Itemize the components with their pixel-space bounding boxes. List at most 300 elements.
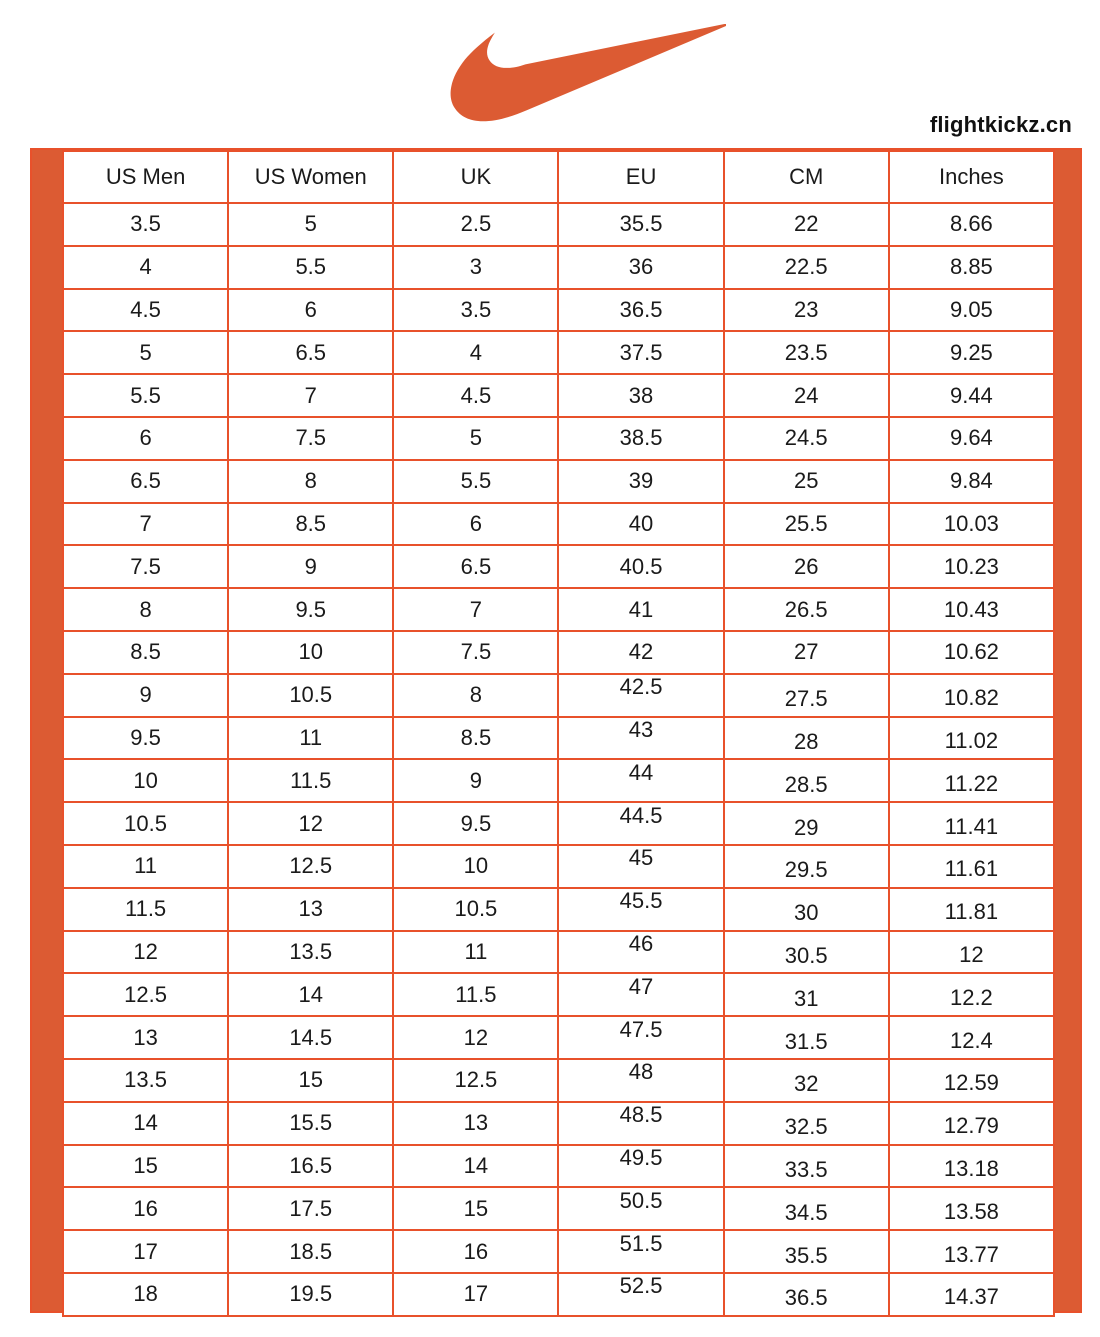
size-value: 19.5 — [289, 1281, 333, 1307]
size-cell — [724, 888, 889, 931]
size-cell — [393, 588, 558, 631]
size-value: 6.5 — [130, 468, 161, 494]
size-cell — [558, 1102, 723, 1145]
size-value: 38 — [628, 382, 654, 408]
size-value: 8.5 — [295, 510, 327, 536]
table-row — [63, 460, 1054, 503]
size-cell — [724, 331, 889, 374]
size-cell — [228, 1059, 393, 1102]
table-row — [63, 674, 1054, 717]
size-cell — [724, 931, 889, 974]
size-cell — [724, 1016, 889, 1059]
size-value: 9.64 — [949, 425, 993, 451]
size-value: 12.59 — [943, 1070, 999, 1096]
header-row — [63, 151, 1054, 203]
size-value: 3.5 — [130, 211, 161, 237]
size-value: 15 — [133, 1152, 158, 1178]
size-value: 31 — [793, 985, 819, 1011]
size-cell — [228, 888, 393, 931]
size-value: 16 — [133, 1195, 158, 1221]
size-cell — [889, 931, 1054, 974]
size-cell — [558, 845, 723, 888]
size-cell — [889, 1102, 1054, 1145]
size-cell — [724, 417, 889, 460]
size-value: 4.5 — [130, 296, 161, 322]
size-cell — [889, 331, 1054, 374]
size-cell — [63, 545, 228, 588]
table-row — [63, 417, 1054, 460]
size-cell — [63, 1016, 228, 1059]
size-value: 8 — [139, 596, 152, 622]
size-cell — [558, 545, 723, 588]
table-row — [63, 1273, 1054, 1316]
table-row — [63, 331, 1054, 374]
table-body — [63, 203, 1054, 1316]
size-value: 44.5 — [619, 802, 663, 828]
table-row — [63, 1016, 1054, 1059]
size-cell — [889, 1273, 1054, 1316]
size-value: 12 — [959, 941, 984, 967]
size-cell — [558, 289, 723, 332]
size-cell — [393, 802, 558, 845]
size-cell — [228, 1016, 393, 1059]
size-value: 7.5 — [295, 425, 327, 451]
size-cell — [63, 503, 228, 546]
size-cell — [393, 417, 558, 460]
size-cell — [558, 417, 723, 460]
size-cell — [558, 1230, 723, 1273]
size-value: 9.44 — [949, 382, 993, 408]
size-cell — [393, 717, 558, 760]
size-cell — [558, 1145, 723, 1188]
size-value: 12.79 — [943, 1113, 999, 1139]
size-value: 51.5 — [619, 1230, 663, 1256]
size-value: 10.82 — [943, 685, 999, 711]
size-cell — [228, 674, 393, 717]
size-value: 6 — [139, 425, 152, 451]
size-value: 9 — [304, 553, 317, 579]
size-value: 15 — [298, 1067, 323, 1093]
size-cell — [558, 460, 723, 503]
table-row — [63, 888, 1054, 931]
size-value: 46 — [628, 930, 654, 956]
size-cell — [393, 460, 558, 503]
size-value: 24.5 — [784, 425, 828, 451]
size-value: 17 — [463, 1281, 489, 1307]
size-value: 8 — [304, 468, 317, 494]
size-value: 18.5 — [289, 1238, 333, 1264]
size-cell — [228, 717, 393, 760]
size-value: 13.77 — [943, 1241, 999, 1267]
size-cell — [228, 802, 393, 845]
size-cell — [889, 503, 1054, 546]
size-cell — [558, 1016, 723, 1059]
size-cell — [558, 759, 723, 802]
size-cell — [889, 631, 1054, 674]
size-value: 13 — [133, 1024, 158, 1050]
size-cell — [724, 674, 889, 717]
size-value: 22 — [793, 211, 819, 237]
size-cell — [889, 1016, 1054, 1059]
size-cell — [393, 973, 558, 1016]
table-row — [63, 374, 1054, 417]
size-cell — [228, 503, 393, 546]
size-value: 13.5 — [289, 938, 333, 964]
size-value: 35.5 — [784, 1242, 828, 1268]
size-cell — [228, 973, 393, 1016]
size-value: 10.43 — [943, 596, 999, 622]
table-row — [63, 631, 1054, 674]
size-value: 48 — [628, 1059, 654, 1085]
size-value: 12 — [133, 938, 158, 964]
size-value: 23.5 — [784, 339, 828, 365]
size-cell — [228, 331, 393, 374]
size-value: 13.5 — [124, 1067, 167, 1093]
size-cell — [724, 1187, 889, 1230]
size-value: 36.5 — [619, 296, 663, 322]
size-value: 12.5 — [289, 853, 333, 879]
size-cell — [558, 888, 723, 931]
size-value: 14 — [133, 1110, 158, 1136]
size-value: 10.5 — [124, 810, 167, 836]
size-cell — [63, 1102, 228, 1145]
size-cell — [63, 246, 228, 289]
size-cell — [63, 674, 228, 717]
size-cell — [228, 845, 393, 888]
size-value: 45 — [628, 845, 654, 871]
size-value: 9.5 — [295, 596, 327, 622]
size-value: 9 — [469, 767, 483, 793]
size-cell — [63, 1145, 228, 1188]
size-cell — [558, 1187, 723, 1230]
size-value: 10.23 — [943, 553, 999, 579]
size-cell — [228, 759, 393, 802]
size-value: 37.5 — [619, 339, 663, 365]
size-value: 14.5 — [289, 1024, 333, 1050]
size-value: 11.81 — [944, 899, 999, 925]
size-cell — [393, 759, 558, 802]
column-header: CM — [724, 151, 889, 203]
size-chart — [30, 148, 1082, 1313]
size-cell — [228, 1145, 393, 1188]
size-cell — [63, 374, 228, 417]
size-value: 8.5 — [130, 639, 161, 665]
size-value: 17 — [133, 1238, 158, 1264]
size-value: 9.84 — [949, 468, 993, 494]
size-cell — [558, 973, 723, 1016]
size-cell — [558, 331, 723, 374]
size-cell — [889, 845, 1054, 888]
size-cell — [889, 973, 1054, 1016]
size-value: 32.5 — [784, 1114, 828, 1140]
size-cell — [63, 331, 228, 374]
size-value: 10.62 — [943, 639, 999, 665]
size-cell — [724, 1145, 889, 1188]
size-value: 7.5 — [460, 639, 492, 665]
size-value: 10.03 — [943, 510, 999, 536]
nike-logo — [450, 24, 726, 122]
size-cell — [724, 588, 889, 631]
size-value: 27.5 — [784, 686, 828, 712]
size-cell — [889, 1230, 1054, 1273]
size-value: 6 — [469, 510, 483, 536]
table-row — [63, 503, 1054, 546]
size-value: 15 — [463, 1195, 489, 1221]
size-cell — [889, 1059, 1054, 1102]
size-value: 17.5 — [289, 1195, 333, 1221]
size-cell — [889, 246, 1054, 289]
table-row — [63, 717, 1054, 760]
table-row — [63, 802, 1054, 845]
size-cell — [228, 203, 393, 246]
size-value: 13.18 — [943, 1155, 999, 1181]
size-cell — [393, 1273, 558, 1316]
size-value: 15.5 — [289, 1110, 333, 1136]
table-row — [63, 1145, 1054, 1188]
size-cell — [393, 203, 558, 246]
size-cell — [228, 289, 393, 332]
nike-swoosh-icon — [450, 24, 726, 122]
size-cell — [889, 717, 1054, 760]
size-cell — [63, 588, 228, 631]
size-value: 5 — [469, 425, 483, 451]
table-row — [63, 759, 1054, 802]
size-value: 45.5 — [619, 888, 663, 914]
size-value: 29.5 — [784, 857, 828, 883]
size-value: 23 — [793, 296, 819, 322]
size-cell — [393, 331, 558, 374]
size-value: 11.41 — [944, 813, 999, 839]
size-cell — [63, 1059, 228, 1102]
table-row — [63, 246, 1054, 289]
size-value: 36 — [628, 254, 654, 280]
size-cell — [724, 717, 889, 760]
size-value: 9 — [139, 682, 152, 708]
size-value: 42.5 — [619, 674, 663, 700]
size-value: 11 — [299, 724, 323, 750]
size-chart-table — [62, 150, 1055, 1317]
size-cell — [889, 888, 1054, 931]
column-header: US Women — [228, 151, 393, 203]
size-value: 3.5 — [460, 296, 492, 322]
size-cell — [393, 674, 558, 717]
size-value: 7.5 — [130, 553, 161, 579]
size-value: 4 — [469, 339, 483, 365]
size-value: 11.02 — [944, 727, 999, 753]
size-cell — [724, 802, 889, 845]
size-value: 29 — [793, 814, 819, 840]
size-cell — [228, 1102, 393, 1145]
column-header: EU — [558, 151, 723, 203]
size-value: 18 — [133, 1281, 158, 1307]
size-cell — [393, 503, 558, 546]
size-cell — [63, 1273, 228, 1316]
size-value: 48.5 — [619, 1102, 663, 1128]
size-value: 7 — [304, 382, 317, 408]
size-value: 10.5 — [454, 896, 498, 922]
size-value: 22.5 — [784, 254, 828, 280]
table-row — [63, 931, 1054, 974]
size-value: 7 — [139, 510, 152, 536]
size-cell — [724, 503, 889, 546]
table-row — [63, 203, 1054, 246]
size-cell — [63, 1187, 228, 1230]
size-value: 11.61 — [944, 856, 999, 882]
watermark-text: flightkickz.cn — [929, 112, 1072, 137]
size-cell — [558, 503, 723, 546]
size-cell — [724, 246, 889, 289]
size-value: 30 — [793, 900, 819, 926]
size-value: 10 — [298, 639, 323, 665]
size-value: 43 — [628, 716, 654, 742]
size-value: 2.5 — [460, 211, 492, 237]
size-cell — [393, 1230, 558, 1273]
size-value: 44 — [628, 759, 654, 785]
size-cell — [724, 1273, 889, 1316]
size-value: 5.5 — [295, 254, 327, 280]
size-cell — [63, 1230, 228, 1273]
size-cell — [558, 203, 723, 246]
size-value: 41 — [628, 596, 654, 622]
size-cell — [724, 1102, 889, 1145]
table-row — [63, 1059, 1054, 1102]
left-accent-bar — [32, 150, 62, 1311]
size-value: 5.5 — [130, 382, 161, 408]
size-value: 16 — [463, 1238, 489, 1264]
size-value: 14 — [463, 1152, 489, 1178]
size-value: 16.5 — [289, 1152, 333, 1178]
size-value: 5.5 — [460, 468, 492, 494]
size-value: 7 — [469, 596, 483, 622]
size-value: 27 — [793, 639, 819, 665]
size-value: 30.5 — [784, 942, 828, 968]
size-cell — [889, 1145, 1054, 1188]
size-cell — [63, 203, 228, 246]
size-value: 12 — [463, 1024, 489, 1050]
size-value: 26.5 — [784, 596, 828, 622]
table-row — [63, 1230, 1054, 1273]
size-value: 9.05 — [949, 296, 993, 322]
size-value: 31.5 — [784, 1028, 828, 1054]
size-cell — [63, 417, 228, 460]
size-cell — [724, 759, 889, 802]
size-cell — [889, 417, 1054, 460]
size-cell — [889, 289, 1054, 332]
size-value: 9.25 — [949, 339, 993, 365]
size-cell — [558, 674, 723, 717]
size-cell — [63, 802, 228, 845]
size-value: 6 — [304, 296, 317, 322]
size-cell — [393, 931, 558, 974]
size-cell — [889, 460, 1054, 503]
size-value: 8 — [469, 682, 483, 708]
size-value: 8.66 — [949, 211, 993, 237]
size-cell — [228, 631, 393, 674]
size-cell — [724, 203, 889, 246]
size-cell — [228, 545, 393, 588]
size-value: 25 — [793, 468, 819, 494]
table-row — [63, 973, 1054, 1016]
size-cell — [63, 931, 228, 974]
size-value: 34.5 — [784, 1199, 828, 1225]
size-cell — [63, 460, 228, 503]
size-value: 28 — [793, 728, 819, 754]
size-value: 4 — [139, 254, 152, 280]
size-value: 33.5 — [784, 1156, 828, 1182]
size-cell — [889, 759, 1054, 802]
size-cell — [393, 1016, 558, 1059]
size-value: 47.5 — [619, 1016, 663, 1042]
size-cell — [558, 1059, 723, 1102]
size-cell — [558, 802, 723, 845]
size-value: 36.5 — [784, 1285, 828, 1311]
size-value: 11.5 — [455, 981, 497, 1007]
table-row — [63, 1102, 1054, 1145]
size-cell — [393, 374, 558, 417]
size-cell — [228, 1230, 393, 1273]
size-value: 12.5 — [454, 1067, 498, 1093]
size-value: 5 — [304, 211, 317, 237]
size-cell — [228, 460, 393, 503]
size-cell — [889, 1187, 1054, 1230]
size-value: 49.5 — [619, 1144, 663, 1170]
size-value: 3 — [469, 254, 483, 280]
size-value: 35.5 — [619, 211, 663, 237]
size-value: 13 — [463, 1110, 489, 1136]
size-value: 40.5 — [619, 553, 663, 579]
size-value: 10 — [463, 853, 489, 879]
size-cell — [558, 374, 723, 417]
column-header: Inches — [889, 151, 1054, 203]
size-value: 40 — [628, 510, 654, 536]
size-cell — [228, 1187, 393, 1230]
size-value: 11.5 — [124, 896, 167, 922]
size-cell — [63, 289, 228, 332]
column-header: UK — [393, 151, 558, 203]
size-cell — [724, 545, 889, 588]
size-value: 12.4 — [949, 1027, 993, 1053]
size-value: 38.5 — [619, 425, 663, 451]
size-cell — [228, 588, 393, 631]
size-cell — [393, 545, 558, 588]
size-cell — [558, 717, 723, 760]
size-value: 52.5 — [619, 1273, 663, 1299]
size-cell — [724, 631, 889, 674]
size-value: 14 — [298, 981, 323, 1007]
size-cell — [724, 1059, 889, 1102]
size-value: 14.37 — [943, 1284, 999, 1310]
size-value: 11.22 — [944, 770, 999, 796]
size-cell — [393, 1059, 558, 1102]
size-cell — [724, 973, 889, 1016]
table-row — [63, 845, 1054, 888]
size-cell — [889, 802, 1054, 845]
size-cell — [63, 845, 228, 888]
size-cell — [228, 374, 393, 417]
size-value: 13 — [298, 896, 323, 922]
right-accent-bar — [1055, 150, 1080, 1311]
size-cell — [889, 374, 1054, 417]
size-cell — [393, 1102, 558, 1145]
size-value: 6.5 — [460, 553, 492, 579]
size-value: 10.5 — [289, 682, 333, 708]
size-cell — [889, 674, 1054, 717]
size-value: 12.5 — [124, 981, 167, 1007]
size-value: 50.5 — [619, 1187, 663, 1213]
size-cell — [63, 631, 228, 674]
size-cell — [393, 888, 558, 931]
size-cell — [393, 1145, 558, 1188]
